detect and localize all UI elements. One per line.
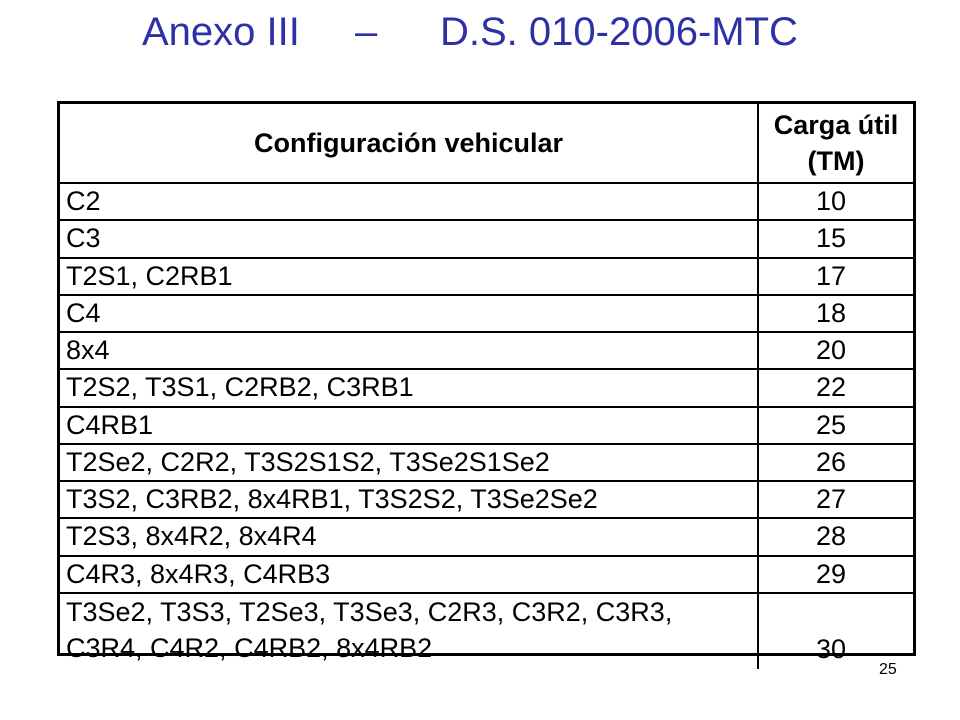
table-row <box>60 295 913 332</box>
config-cell: C4 <box>60 295 758 332</box>
config-cell: T2S2, T3S1, C2RB2, C3RB1 <box>60 369 758 406</box>
load-cell: 20 <box>758 332 913 369</box>
config-cell <box>60 593 758 669</box>
load-cell: 10 <box>758 183 913 220</box>
load-cell: 15 <box>758 220 913 257</box>
config-cell: C2 <box>60 183 758 220</box>
header-config: Configuración vehicular <box>60 104 758 183</box>
config-cell: C4R3, 8x4R3, C4RB3 <box>60 556 758 593</box>
load-cell: 29 <box>758 556 913 593</box>
table-row <box>60 220 913 257</box>
load-cell: 26 <box>758 444 913 481</box>
title-dash: – <box>355 10 378 54</box>
load-cell: 18 <box>758 295 913 332</box>
table-row <box>60 481 913 518</box>
table-row <box>60 593 913 669</box>
table-row <box>60 183 913 220</box>
table-row <box>60 258 913 295</box>
load-cell: 17 <box>758 258 913 295</box>
table-row <box>60 332 913 369</box>
table-row <box>60 518 913 555</box>
title-decree: D.S. 010-2006-MTC <box>440 10 798 54</box>
load-cell: 22 <box>758 369 913 406</box>
config-line: C3R4, C4R2, C4RB2, 8x4RB2 <box>66 632 433 663</box>
load-cell: 27 <box>758 481 913 518</box>
table-row <box>60 369 913 406</box>
slide-title <box>0 4 960 60</box>
table-row <box>60 444 913 481</box>
table-row <box>60 407 913 444</box>
config-cell: C3 <box>60 220 758 257</box>
load-cell: 30 <box>815 633 847 664</box>
page-number: 25 <box>879 661 897 678</box>
header-load-line2: (TM) <box>807 146 865 176</box>
table-header-row <box>60 104 913 183</box>
header-load-line1: Carga útil <box>773 110 899 140</box>
vehicle-load-table <box>57 101 916 664</box>
config-cell: C4RB1 <box>60 407 758 444</box>
config-line: T3Se2, T3S3, T2Se3, T3Se3, C2R3, C3R2, C3R3, <box>66 596 673 627</box>
config-cell: T2Se2, C2R2, T3S2S1S2, T3Se2S1Se2 <box>60 444 758 481</box>
table-row <box>60 556 913 593</box>
load-cell: 28 <box>758 518 913 555</box>
config-cell: T3S2, C3RB2, 8x4RB1, T3S2S2, T3Se2Se2 <box>60 481 758 518</box>
config-cell: T2S1, C2RB1 <box>60 258 758 295</box>
title-annex: Anexo III <box>142 10 300 54</box>
load-cell: 25 <box>758 407 913 444</box>
header-load <box>758 104 913 183</box>
vehicle-table <box>60 104 913 669</box>
config-cell: T2S3, 8x4R2, 8x4R4 <box>60 518 758 555</box>
config-cell: 8x4 <box>60 332 758 369</box>
